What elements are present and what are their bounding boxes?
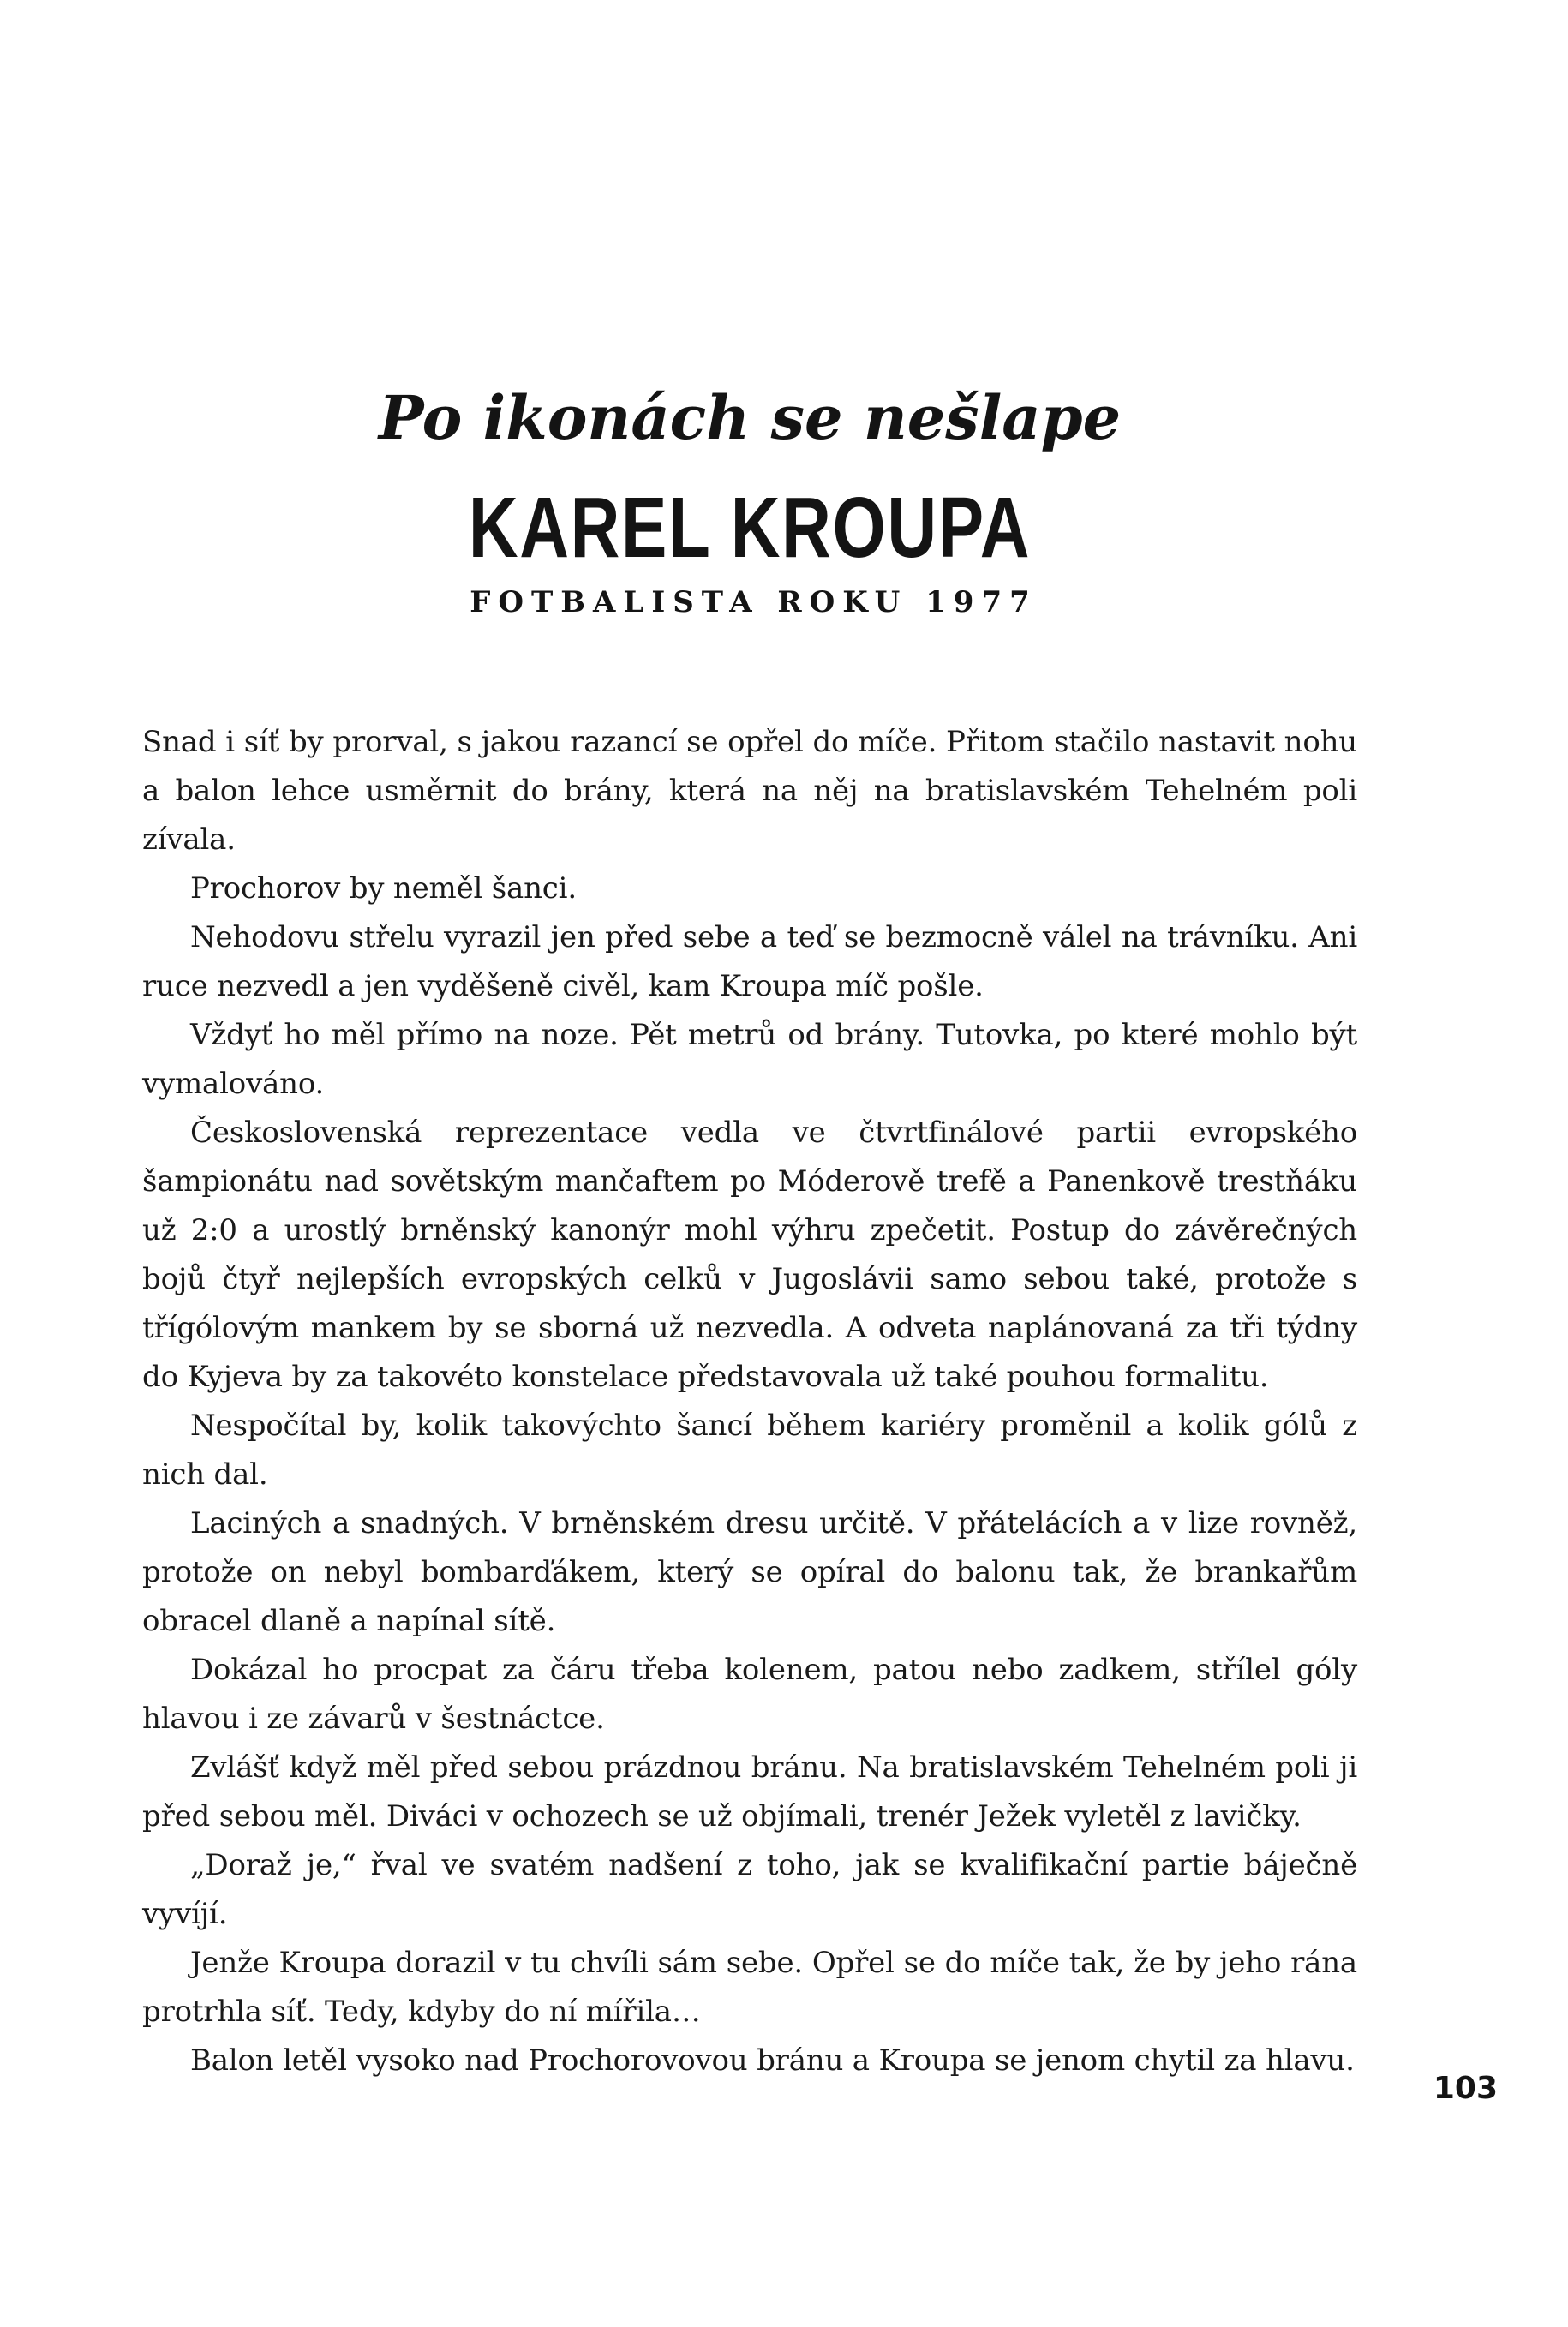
body-paragraph: Laciných a snadných. V brněnském dresu určitě. V přátelácích a v lize rovněž, protože on nebyl bombarďákem, který se opíral do balonu tak, že brankařům obracel dlaně a napínal sítě. xyxy=(142,1506,1357,1638)
body-paragraph: Zvlášť když měl před sebou prázdnou bránu. Na bratislavském Tehelném poli ji před sebou měl. Diváci v ochozech se už objímali, trenér Ježek vyletěl z lavičky. xyxy=(142,1750,1357,1833)
body-paragraph: Prochorov by neměl šanci. xyxy=(190,871,577,906)
body-paragraph: Snad i síť by prorval, s jakou razancí se opřel do míče. Přitom stačilo nastavit nohu a balon lehce usměrnit do brány, která na něj na bratislavském Tehelném poli zívala. xyxy=(142,725,1357,857)
body-paragraph: Nespočítal by, kolik takovýchto šancí během kariéry proměnil a kolik gólů z nich dal. xyxy=(142,1409,1357,1492)
body-text-column xyxy=(142,718,1357,2085)
page-number: 103 xyxy=(1433,2071,1498,2106)
body-paragraph: Vždyť ho měl přímo na noze. Pět metrů od brány. Tutovka, po které mohlo být vymalováno. xyxy=(142,1018,1357,1101)
body-paragraph: Nehodovu střelu vyrazil jen před sebe a teď se bezmocně válel na trávníku. Ani ruce nezvedl a jen vyděšeně civěl, kam Kroupa míč pošle. xyxy=(142,920,1357,1003)
chapter-title: Po ikonách se nešlape xyxy=(378,382,1122,453)
body-paragraph: Československá reprezentace vedla ve čtvrtfinálové partii evropského šampionátu nad sovětským mančaftem po Móderově trefě a Panenkově trestňáku už 2:0 a urostlý brněnský kanonýr mohl výhru zpečetit. Postup do závěrečných bojů čtyř nejlepších evropských celků v Jugoslávii samo sebou také, protože s třígólovým mankem by se sborná už nezvedla. A odveta naplánovaná za tři týdny do Kyjeva by za takovéto konstelace představovala už také pouhou formalitu. xyxy=(142,1116,1357,1394)
body-paragraph: Balon letěl vysoko nad Prochorovovou bránu a Kroupa se jenom chytil za hlavu. xyxy=(190,2043,1355,2078)
body-paragraph: Dokázal ho procpat za čáru třeba kolenem, patou nebo zadkem, střílel góly hlavou i ze závarů v šestnáctce. xyxy=(142,1653,1357,1736)
player-name-heading: KAREL KROUPA xyxy=(468,480,1032,576)
body-paragraph: „Doraž je,“ řval ve svatém nadšení z toho, jak se kvalifikační partie báječně vyvíjí. xyxy=(142,1848,1357,1931)
body-paragraph: Jenže Kroupa dorazil v tu chvíli sám sebe. Opřel se do míče tak, že by jeho rána protrhla síť. Tedy, kdyby do ní mířila… xyxy=(142,1946,1357,2029)
chapter-subtitle: FOTBALISTA ROKU 1977 xyxy=(470,585,1038,619)
